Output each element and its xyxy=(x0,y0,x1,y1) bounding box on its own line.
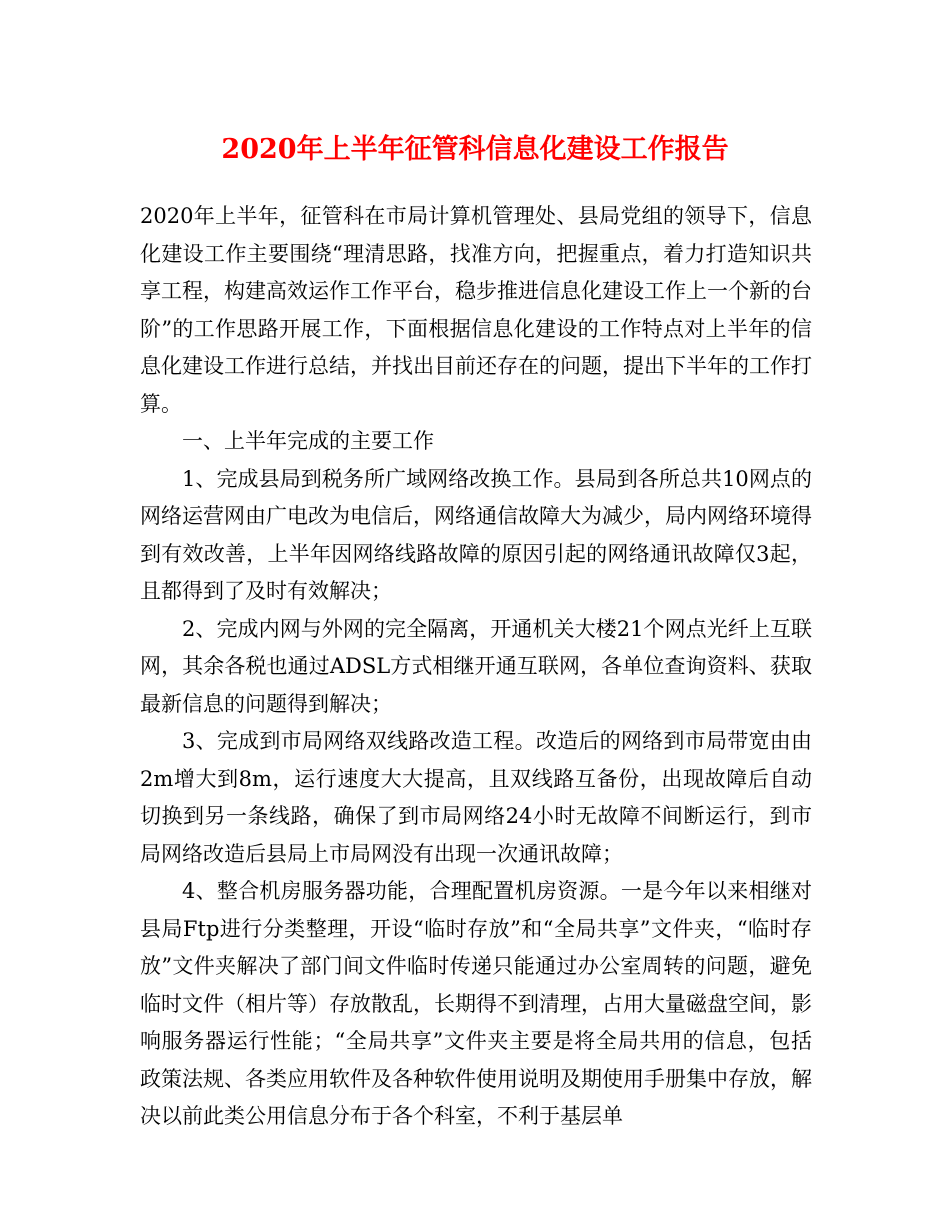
item-paragraph-2: 2、完成内网与外网的完全隔离，开通机关大楼21个网点光纤上互联网，其余各税也通过ADSL方式相继开通互联网，各单位查询资料、获取最新信息的问题得到解决； xyxy=(140,616,812,716)
document-body xyxy=(140,198,812,1136)
item-paragraph-3: 3、完成到市局网络双线路改造工程。改造后的网络到市局带宽由由2m增大到8m，运行速度大大提高，且双线路互备份，出现故障后自动切换到另一条线路，确保了到市局网络24小时无故障不间断运行，到市局网络改造后县局上市局网没有出现一次通讯故障； xyxy=(140,729,812,866)
item-paragraph-4: 4、整合机房服务器功能，合理配置机房资源。一是今年以来相继对县局Ftp进行分类整理，开设“临时存放”和“全局共享”文件夹，“临时存放”文件夹解决了部门间文件临时传递只能通过办公室周转的问题，避免临时文件（相片等）存放散乱，长期得不到清理，占用大量磁盘空间，影响服务器运行性能；“全局共享”文件夹主要是将全局共用的信息，包括政策法规、各类应用软件及各种软件使用说明及期使用手册集中存放，解决以前此类公用信息分布于各个科室，不利于基层单 xyxy=(140,879,812,1128)
item-paragraph-1: 1、完成县局到税务所广域网络改换工作。县局到各所总共10网点的网络运营网由广电改为电信后，网络通信故障大为减少，局内网络环境得到有效改善，上半年因网络线路故障的原因引起的网络通讯故障仅3起，且都得到了及时有效解决； xyxy=(140,466,812,603)
section-heading: 一、上半年完成的主要工作 xyxy=(182,429,434,453)
intro-paragraph: 2020年上半年，征管科在市局计算机管理处、县局党组的领导下，信息化建设工作主要围绕“理清思路，找准方向，把握重点，着力打造知识共享工程，构建高效运作工作平台，稳步推进信息化建设工作上一个新的台阶”的工作思路开展工作，下面根据信息化建设的工作特点对上半年的信息化建设工作进行总结，并找出目前还存在的问题，提出下半年的工作打算。 xyxy=(140,204,812,416)
document-title: 2020年上半年征管科信息化建设工作报告 xyxy=(221,134,729,165)
